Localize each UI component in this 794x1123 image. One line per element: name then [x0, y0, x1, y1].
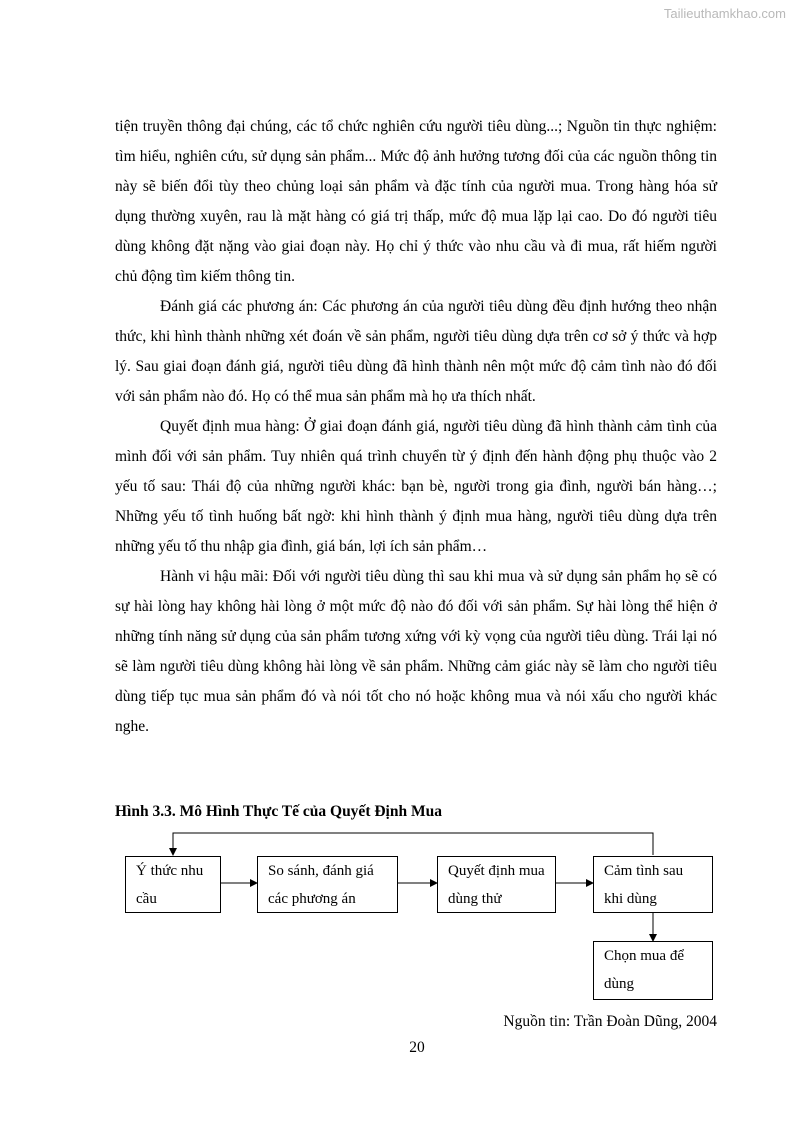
paragraph: tiện truyền thông đại chúng, các tổ chức nghiên cứu người tiêu dùng...; Nguồn tin thực nghiệm: tìm hiểu, nghiên cứu, sử dụng sản phẩm... Mức độ ảnh hưởng tương đối của các nguồn thông tin này sẽ biến đổi tùy theo chủng loại sản phẩm và đặc tính của người mua. Trong hàng hóa sử dụng thường xuyên, rau là mặt hàng có giá trị thấp, mức độ mua lặp lại cao. Do đó người tiêu dùng không đặt nặng vào giai đoạn này. Họ chỉ ý thức vào nhu cầu và đi mua, rất hiếm người chủ động tìm kiếm thông tin. [115, 118, 717, 285]
figure-title: Hình 3.3. Mô Hình Thực Tế của Quyết Định Mua [115, 803, 442, 820]
paragraph: Hành vi hậu mãi: Đối với người tiêu dùng thì sau khi mua và sử dụng sản phẩm họ sẽ có sự hài lòng hay không hài lòng ở một mức độ nào đó đối với sản phẩm. Sự hài lòng thể hiện ở những tính năng sử dụng của sản phẩm tương xứng với kỳ vọng của người tiêu dùng. Trái lại nó sẽ làm người tiêu dùng không hài lòng về sản phẩm. Những cảm giác này sẽ làm cho người tiêu dùng tiếp tục mua sản phẩm đó và nói tốt cho nó hoặc không mua và nói xấu cho người khác nghe. [115, 568, 717, 735]
feedback-loop-arrow [173, 833, 653, 855]
box-feeling: Cảm tình sau khi dùng [593, 856, 713, 913]
paragraph: Đánh giá các phương án: Các phương án của người tiêu dùng đều định hướng theo nhận thức, khi hình thành những xét đoán về sản phẩm, người tiêu dùng dựa trên cơ sở ý thức và hợp lý. Sau giai đoạn đánh giá, người tiêu dùng đã hình thành nên một mức độ cảm tình nào đó đối với sản phẩm nào đó. Họ có thể mua sản phẩm mà họ ưa thích nhất. [115, 298, 717, 405]
page-number: 20 [409, 1039, 425, 1056]
watermark: Tailieuthamkhao.com [663, 6, 786, 21]
box-choose: Chọn mua để dùng [593, 941, 713, 1000]
paragraph: Quyết định mua hàng: Ở giai đoạn đánh giá, người tiêu dùng đã hình thành cảm tình của mình đối với sản phẩm. Tuy nhiên quá trình chuyển từ ý định đến hành động phụ thuộc vào 2 yếu tố sau: Thái độ của những người khác: bạn bè, người trong gia đình, người bán hàng…; Những yếu tố tình huống bất ngờ: khi hình thành ý định mua hàng, người tiêu dùng dựa trên những yếu tố thu nhập gia đình, giá bán, lợi ích sản phẩm… [115, 418, 717, 555]
figure-source: Nguồn tin: Trần Đoàn Dũng, 2004 [503, 1013, 717, 1030]
box-awareness: Ý thức nhu cầu [125, 856, 221, 913]
box-decision: Quyết định mua dùng thử [437, 856, 556, 913]
box-compare: So sánh, đánh giá các phương án [257, 856, 398, 913]
body-text [115, 112, 717, 742]
